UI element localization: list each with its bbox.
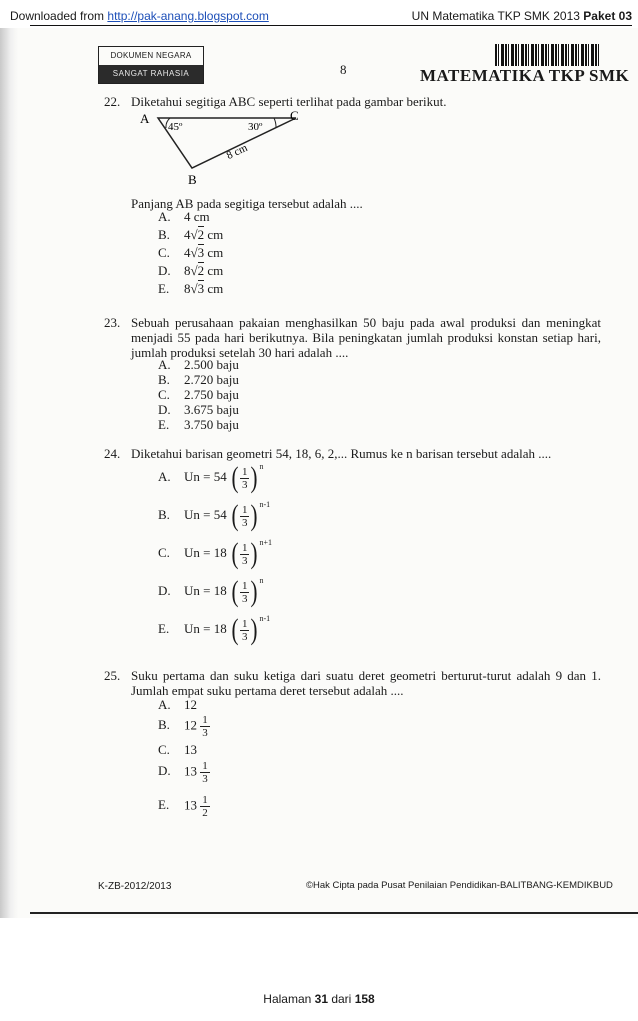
option-23-c[interactable]: C. 2.750 baju <box>158 387 239 402</box>
option-23-a[interactable]: A. 2.500 baju <box>158 357 239 372</box>
sheet-code: K-ZB-2012/2013 <box>98 881 172 892</box>
option-25-e[interactable]: E. 13 $\frac{1}{2}$ <box>158 794 208 819</box>
option-23-e[interactable]: E. 3.750 baju <box>158 417 239 432</box>
option-23-b[interactable]: B. 2.720 baju <box>158 372 239 387</box>
source-link[interactable]: http://pak-anang.blogspot.com <box>107 9 269 23</box>
option-23-d[interactable]: D. 3.675 baju <box>158 402 239 417</box>
angle-c-label: 30º <box>248 121 263 133</box>
option-22-e[interactable]: E. 8√3 cm <box>158 281 224 296</box>
angle-c-arc <box>274 118 276 128</box>
option-24-e[interactable]: E. Un = 18 ( $\frac{1}{3}$ ) $^{n-1}$ <box>158 613 271 646</box>
option-25-a[interactable]: A. 12 <box>158 697 197 712</box>
question-25-number: 25. <box>104 668 121 683</box>
question-24-number: 24. <box>104 446 121 461</box>
question-25-text: Suku pertama dan suku ketiga dari suatu deret geometri berturut-turut adalah 9 dan 1. Jumlah empat suku pertama deret tersebut adalah .... <box>131 668 601 698</box>
sqrt-icon: √ <box>190 245 198 260</box>
option-24-c[interactable]: C. Un = 18 ( $\frac{1}{3}$ ) $^{n+1}$ <box>158 537 272 570</box>
page-footer-prefix: Halaman <box>263 992 315 1006</box>
option-24-b[interactable]: B. Un = 54 ( $\frac{1}{3}$ ) $^{n-1}$ <box>158 499 271 532</box>
vertex-b: B <box>188 172 197 187</box>
header-divider <box>30 25 632 26</box>
vertex-a: A <box>140 111 150 126</box>
exam-title <box>412 9 632 23</box>
question-24-text: Diketahui barisan geometri 54, 18, 6, 2,... Rumus ke n barisan tersebut adalah .... <box>131 446 552 461</box>
exam-paket: Paket 03 <box>583 9 632 23</box>
sqrt-icon: √ <box>190 263 198 278</box>
sheet-footer-divider <box>30 912 638 914</box>
angle-a-label: 45º <box>168 121 183 133</box>
sheet-copyright: ©Hak Cipta pada Pusat Penilaian Pendidikan-BALITBANG-KEMDIKBUD <box>306 880 613 891</box>
question-22-text: Diketahui segitiga ABC seperti terlihat pada gambar berikut. <box>131 94 447 109</box>
option-22-c[interactable]: C. 4√3 cm <box>158 245 224 260</box>
page-header <box>0 0 638 26</box>
question-22-prompt: Panjang AB pada segitiga tersebut adalah .... <box>131 196 363 211</box>
barcode-icon <box>495 44 599 66</box>
option-24-d[interactable]: D. Un = 18 ( $\frac{1}{3}$ ) $^n$ <box>158 575 264 608</box>
option-25-d[interactable]: D. 13 $\frac{1}{3}$ <box>158 760 208 785</box>
side-bc-label: 8 cm <box>224 141 250 162</box>
question-22-number: 22. <box>104 94 121 109</box>
doc-classification-top: DOKUMEN NEGARA <box>110 51 192 60</box>
sqrt-icon: √ <box>190 281 198 296</box>
page-current: 31 <box>314 992 328 1006</box>
subject-title: MATEMATIKA TKP SMK <box>420 66 630 85</box>
option-22-d[interactable]: D. 8√2 cm <box>158 263 224 278</box>
question-23-number: 23. <box>104 315 121 330</box>
doc-classification-bottom: SANGAT RAHASIA <box>99 65 203 83</box>
option-22-b[interactable]: B. 4√2 cm <box>158 227 224 242</box>
scan-shadow <box>0 28 18 918</box>
vertex-c: C <box>290 108 299 123</box>
page-total: 158 <box>354 992 375 1006</box>
download-source <box>10 9 269 23</box>
downloaded-label: Downloaded from <box>10 9 108 23</box>
question-23-text: Sebuah perusahaan pakaian menghasilkan 50 baju pada awal produksi dan meningkat menjadi 55 pada hari berikutnya. Bila peningkatan jumlah produksi konstan setiap hari, jumlah produksi setelah 30 hari adalah .... <box>131 315 601 360</box>
exam-title-text: UN Matematika TKP SMK 2013 <box>411 9 584 23</box>
page-footer <box>0 992 638 1006</box>
sqrt-icon: √ <box>190 227 198 242</box>
triangle-figure <box>130 108 320 188</box>
option-24-a[interactable]: A. Un = 54 ( $\frac{1}{3}$ ) $^n$ <box>158 461 264 494</box>
classification-stamp <box>98 46 204 84</box>
option-25-c[interactable]: C. 13 <box>158 742 197 757</box>
option-22-a[interactable]: A. 4 cm <box>158 209 210 224</box>
option-25-b[interactable]: B. 12 $\frac{1}{3}$ <box>158 714 208 739</box>
page-footer-middle: dari <box>328 992 355 1006</box>
sheet-page-number: 8 <box>340 62 347 77</box>
